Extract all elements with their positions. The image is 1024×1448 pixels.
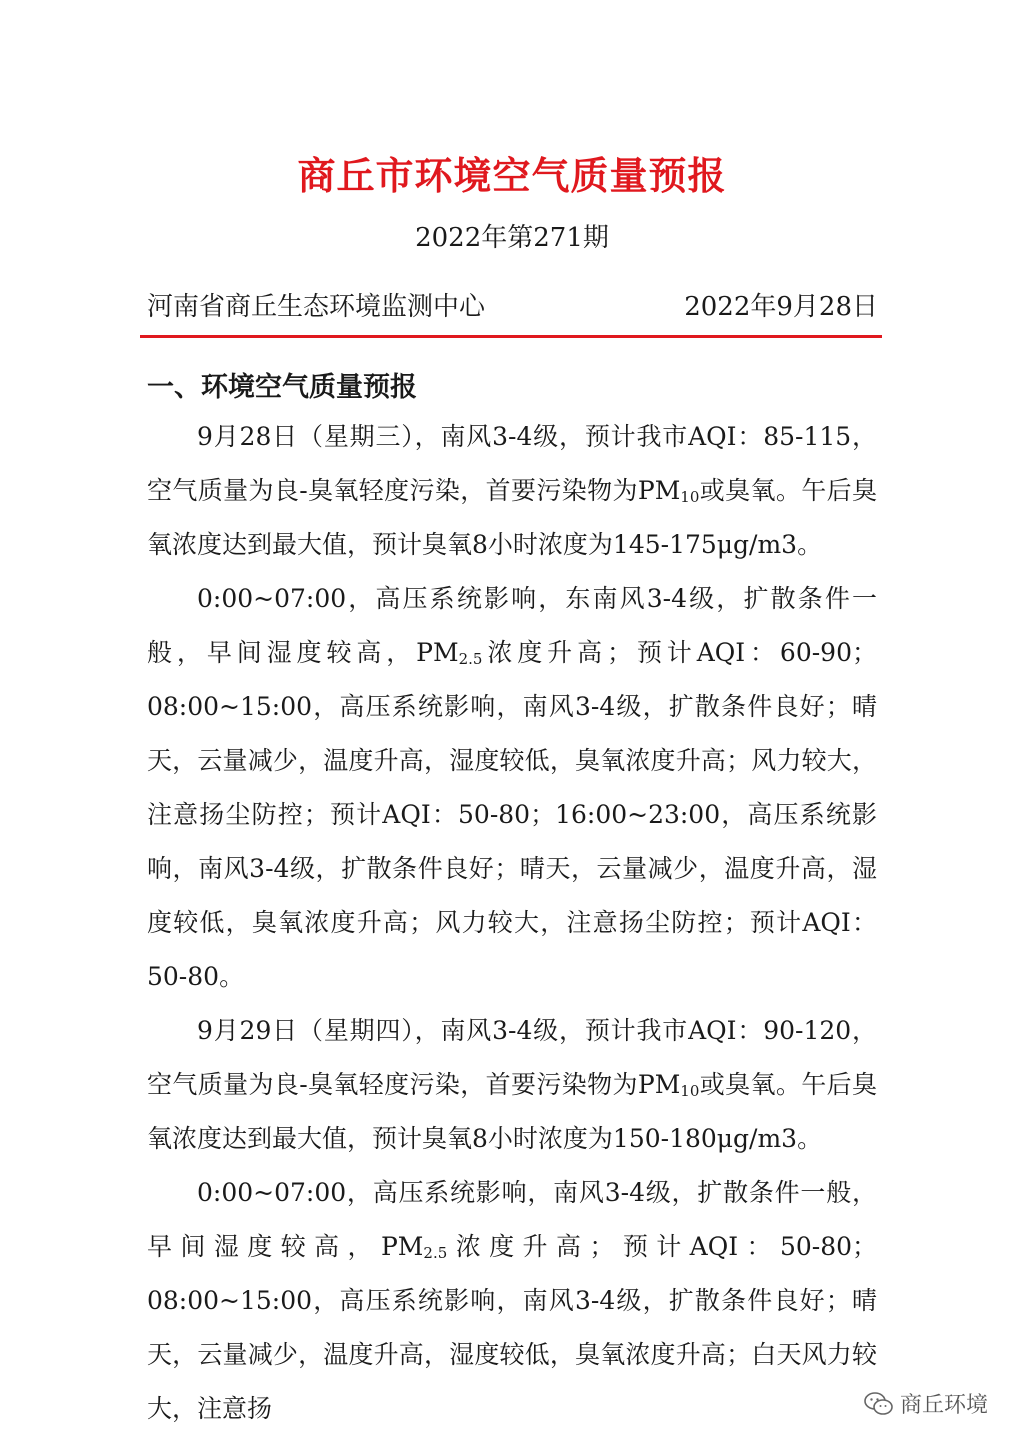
publish-date: 2022年9月28日	[684, 292, 878, 322]
watermark	[864, 1388, 988, 1419]
forecast-paragraph: 9月29日（星期四），南风3-4级，预计我市AQI：90-120，空气质量为良-臭氧轻度污染，首要污染物为$PM_{10}$或臭氧。午后臭氧浓度达到最大值，预计臭氧8小时浓度为150-180μg/m3。	[147, 1016, 877, 1153]
section-title: 一、环境空气质量预报	[147, 372, 417, 403]
forecast-paragraph: 0:00~07:00，高压系统影响，南风3-4级，扩散条件一般，早间湿度较高，$PM_{2.5}$浓度升高；预计AQI：50-80；08:00~15:00，高压系统影响，南风3-4级，扩散条件良好；晴天，云量减少，温度升高，湿度较低，臭氧浓度升高；白天风力较大，注意扬	[147, 1178, 878, 1423]
forecast-paragraph: 9月28日（星期三），南风3-4级，预计我市AQI：85-115，空气质量为良-臭氧轻度污染，首要污染物为$PM_{10}$或臭氧。午后臭氧浓度达到最大值，预计臭氧8小时浓度为145-175μg/m3。	[147, 422, 877, 559]
forecast-paragraph: 0:00~07:00，高压系统影响，东南风3-4级，扩散条件一般，早间湿度较高，$PM_{2.5}$浓度升高；预计AQI：60-90；08:00~15:00，高压系统影响，南风3-4级，扩散条件良好；晴天，云量减少，温度升高，湿度较低，臭氧浓度升高；风力较大，注意扬尘防控；预计AQI：50-80；16:00~23:00，高压系统影响，南风3-4级，扩散条件良好；晴天，云量减少，温度升高，湿度较低，臭氧浓度升高；风力较大，注意扬尘防控；预计AQI：50-80。	[147, 584, 877, 991]
watermark-text: 商丘环境	[899, 1393, 988, 1418]
issue-number: 2022年第271期	[415, 223, 609, 253]
organization-name: 河南省商丘生态环境监测中心	[147, 292, 486, 322]
wechat-icon	[864, 1391, 894, 1417]
header-divider	[140, 335, 882, 338]
forecast-body	[147, 410, 877, 1436]
document-title: 商丘市环境空气质量预报	[297, 153, 727, 198]
